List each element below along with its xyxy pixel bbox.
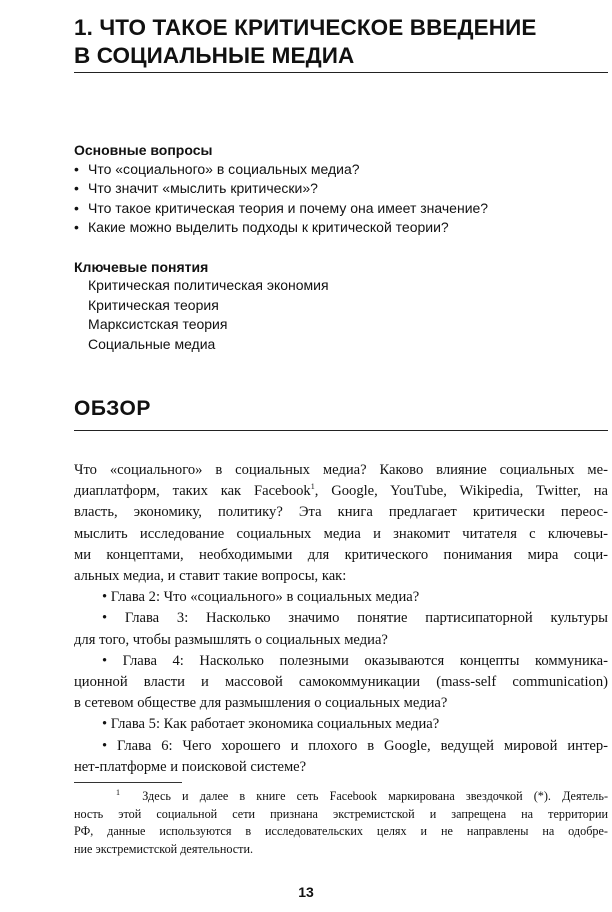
footnote-line: $^1$ Здесь и далее в книге сеть Facebook маркирована звездочкой (*). Деятель- — [116, 787, 609, 803]
overview-body — [74, 460, 608, 778]
text-line: • Глава 2: Что «социального» в социальных медиа? — [102, 589, 420, 606]
footnote — [74, 788, 608, 858]
bullet-icon: • — [74, 180, 79, 197]
key-question-item: • Какие можно выделить подходы к критической теории? — [74, 218, 488, 237]
key-concepts-heading: Ключевые понятия — [74, 259, 209, 275]
text-line: • Глава 3: Насколько значимо понятие партисипаторной культуры — [102, 610, 608, 627]
chapter-item — [74, 608, 608, 650]
chapter-title-divider — [74, 72, 608, 73]
footnote-line: РФ, данные используются в исследовательских целях и не направлены на одобре- — [74, 824, 608, 839]
text-line: Что «социального» в социальных медиа? Каково влияние социальных ме- — [74, 462, 608, 478]
footnote-ref[interactable]: 1 — [310, 482, 315, 492]
key-concept-item: Марксистская теория — [88, 316, 228, 333]
overview-heading: ОБЗОР — [74, 397, 151, 420]
text-line: мыслить исследование социальных медиа и знакомит читателя с ключевы- — [74, 525, 608, 542]
footnote-marker: 1 — [116, 787, 120, 797]
bullet-icon: • — [74, 218, 79, 235]
chapter-item — [74, 587, 608, 608]
text-line: альных медиа, и ставит такие вопросы, как: — [74, 568, 347, 585]
key-questions-heading: Основные вопросы — [74, 142, 213, 158]
chapter-title-line-2: В СОЦИАЛЬНЫЕ МЕДИА — [74, 43, 355, 68]
text-line: ми концептами, необходимыми для критического понимания мира соци- — [74, 546, 608, 563]
bullet-icon: • — [74, 199, 79, 216]
page-number: 13 — [298, 884, 314, 900]
overview-intro — [74, 460, 608, 587]
key-concept-item: Критическая теория — [88, 296, 219, 313]
chapter-item — [74, 736, 608, 778]
chapter-item — [74, 714, 608, 735]
chapter-item — [74, 651, 608, 715]
bullet-icon: • — [74, 161, 79, 177]
text-line: ционной власти и массовой самокоммуникации (mass-self communication) — [74, 674, 608, 691]
footnote-divider — [74, 782, 182, 783]
text-line: • Глава 4: Насколько полезными оказываются концепты коммуника- — [102, 652, 608, 669]
text-line: нет-платформе и поисковой системе? — [74, 758, 307, 775]
text-line: диаплатформ, таких как Facebook$^1$, Google, YouTube, Wikipedia, Twitter, на — [74, 482, 609, 500]
footnote-line: ность этой социальной сети признана экстремистской и запрещена на территории — [74, 806, 608, 821]
footnote-line: ние экстремистской деятельности. — [74, 841, 254, 856]
chapter-title-line-1: 1. ЧТО ТАКОЕ КРИТИЧЕСКОЕ ВВЕДЕНИЕ — [74, 15, 537, 40]
key-questions-list — [74, 160, 488, 237]
text-line: в сетевом обществе для размышления о социальных медиа? — [74, 695, 448, 712]
key-concepts-list — [88, 276, 329, 355]
text-line: • Глава 6: Чего хорошего и плохого в Google, ведущей мировой интер- — [102, 737, 608, 754]
text-line: власть, экономику, политику? Эта книга предлагает критически переос- — [74, 504, 608, 521]
chapter-title — [74, 14, 594, 70]
text-line: для того, чтобы размышлять о социальных медиа? — [74, 631, 388, 648]
text-line: • Глава 5: Как работает экономика социальных медиа? — [102, 716, 440, 733]
overview-divider — [74, 430, 608, 431]
key-question-item: • Что значит «мыслить критически»? — [74, 179, 488, 198]
key-question-item: • Что «социального» в социальных медиа? — [74, 160, 488, 179]
key-concept-item: Социальные медиа — [88, 336, 216, 353]
key-question-item: • Что такое критическая теория и почему она имеет значение? — [74, 199, 488, 218]
key-concept-item: Критическая политическая экономия — [88, 277, 329, 293]
